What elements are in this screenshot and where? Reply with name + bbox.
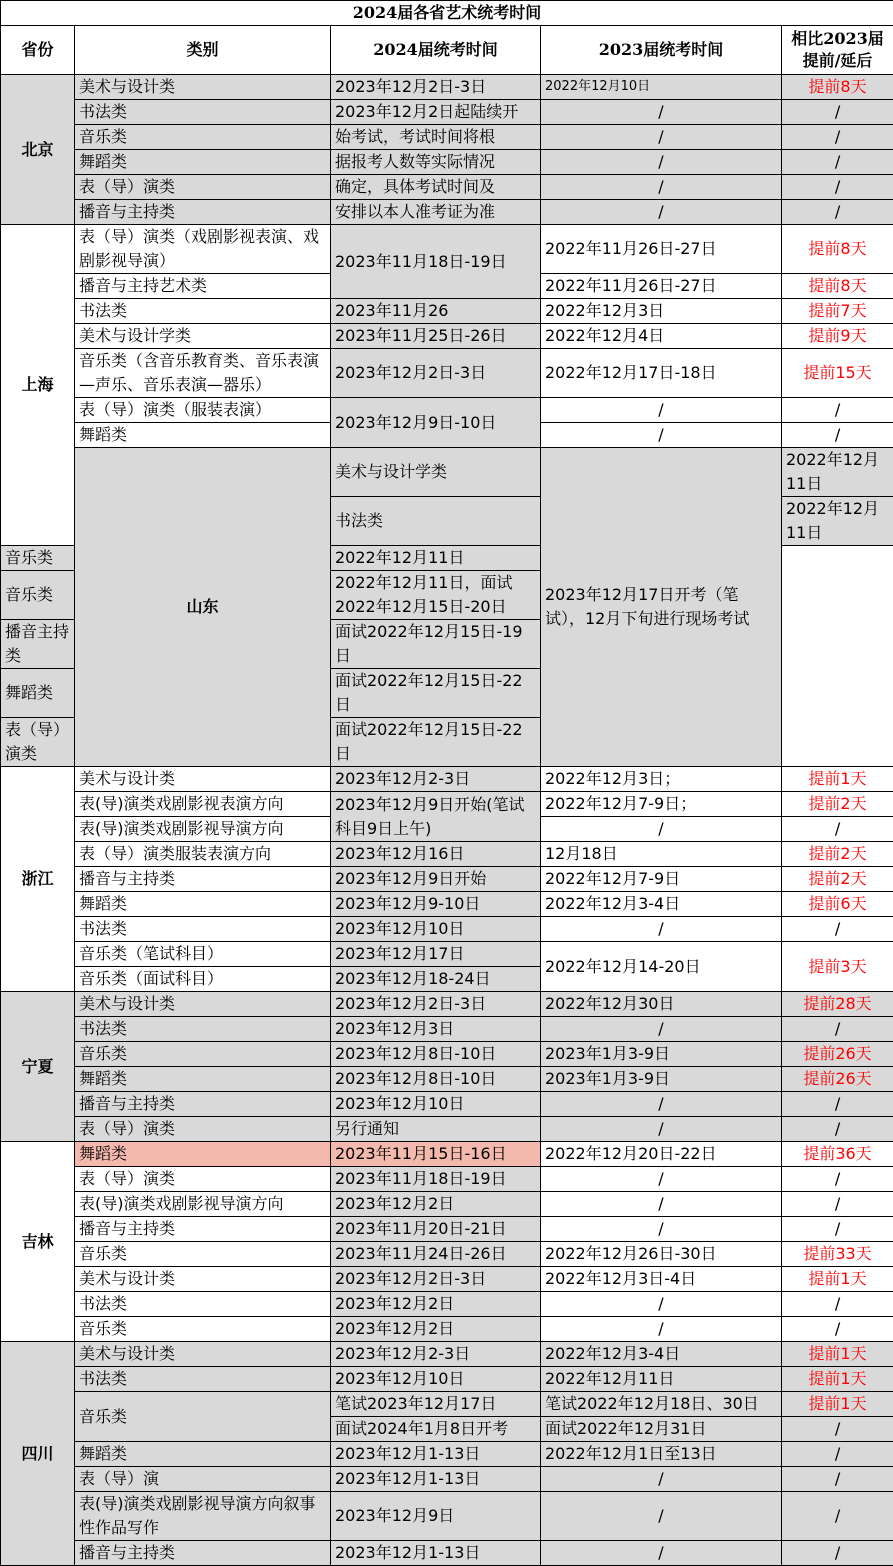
table-row <box>1 1267 893 1292</box>
time-2024-cell: 2023年11月26 <box>331 299 541 324</box>
category-cell: 表（导）演类（服装表演） <box>75 398 331 423</box>
time-2024-cell: 2023年12月2日-3日 <box>331 1267 541 1292</box>
compare-cell: 提前15天 <box>782 349 893 398</box>
time-2024-cell: 据报考人数等实际情况 <box>331 150 541 175</box>
table-row <box>1 1017 893 1042</box>
time-2024-cell: 2023年12月2日 <box>331 1317 541 1342</box>
compare-cell: / <box>782 1017 893 1042</box>
province-cell: 吉林 <box>1 1142 75 1342</box>
time-2023-cell: / <box>541 1292 782 1317</box>
time-2023-cell: 面试2022年12月15日-22日 <box>331 669 541 718</box>
header-category: 类别 <box>75 26 331 75</box>
time-2023-cell: / <box>541 1541 782 1566</box>
category-cell: 书法类 <box>75 1292 331 1317</box>
category-cell: 表（导）演类 <box>1 718 75 767</box>
time-2024-cell: 面试2024年1月8日开考 <box>331 1417 541 1442</box>
table-row <box>1 299 893 324</box>
time-2024-cell: 2023年12月9日开始 <box>331 867 541 892</box>
category-cell: 舞蹈类 <box>75 1142 331 1167</box>
header-row <box>1 26 893 75</box>
time-2023-cell: / <box>541 423 782 448</box>
compare-cell: 提前7天 <box>782 299 893 324</box>
category-cell: 舞蹈类 <box>75 150 331 175</box>
table-row <box>1 1167 893 1192</box>
category-cell: 音乐类（含音乐教育类、音乐表演—声乐、音乐表演—器乐） <box>75 349 331 398</box>
time-2024-cell: 2023年12月16日 <box>331 842 541 867</box>
time-2023-cell: 2022年12月10日 <box>541 75 782 100</box>
header-2024: 2024届统考时间 <box>331 26 541 75</box>
table-row <box>1 1317 893 1342</box>
category-cell: 播音与主持类 <box>75 867 331 892</box>
compare-cell: / <box>782 1192 893 1217</box>
time-2024-cell: 2023年11月20日-21日 <box>331 1217 541 1242</box>
time-2023-cell: / <box>541 1092 782 1117</box>
time-2024-cell: 另行通知 <box>331 1117 541 1142</box>
category-cell: 舞蹈类 <box>75 1442 331 1467</box>
table-row <box>1 1092 893 1117</box>
compare-cell: / <box>782 1541 893 1566</box>
table-row <box>1 842 893 867</box>
table-row <box>1 892 893 917</box>
compare-cell: / <box>782 1467 893 1492</box>
category-cell: 表(导)演类戏剧影视导演方向叙事性作品写作 <box>75 1492 331 1541</box>
category-cell: 音乐类 <box>1 546 75 571</box>
time-2023-cell: / <box>541 175 782 200</box>
time-2024-cell: 2023年12月9日开始(笔试科目9日上午) <box>331 792 541 842</box>
compare-cell: / <box>782 1092 893 1117</box>
time-2024-cell: 2023年12月3日 <box>331 1017 541 1042</box>
time-2024-cell: 2023年12月1-13日 <box>331 1467 541 1492</box>
table-row <box>1 1192 893 1217</box>
category-cell: 播音与主持类 <box>75 1217 331 1242</box>
time-2023-cell: 面试2022年12月15日-22日 <box>331 718 541 767</box>
time-2023-cell: 2022年12月11日 <box>782 497 893 546</box>
category-cell: 表（导）演 <box>75 1467 331 1492</box>
time-2023-cell: 2022年12月11日 <box>782 448 893 497</box>
time-2023-cell: 面试2022年12月31日 <box>541 1417 782 1442</box>
compare-cell: / <box>782 150 893 175</box>
time-2023-cell: / <box>541 1467 782 1492</box>
time-2024-cell: 2023年12月2日-3日 <box>331 349 541 398</box>
table-row <box>1 867 893 892</box>
compare-cell: 提前1天 <box>782 1342 893 1367</box>
category-cell: 表（导）演类服装表演方向 <box>75 842 331 867</box>
time-2024-cell: 2023年12月9日 <box>331 1492 541 1541</box>
compare-cell: / <box>782 1167 893 1192</box>
category-cell: 美术与设计类 <box>75 1267 331 1292</box>
compare-cell: 提前8天 <box>782 274 893 299</box>
time-2023-cell: 2022年12月11日，面试2022年12月15日-20日 <box>331 571 541 620</box>
category-cell: 音乐类 <box>75 1042 331 1067</box>
category-cell: 美术与设计类 <box>75 1342 331 1367</box>
time-2023-cell: 2022年12月17日-18日 <box>541 349 782 398</box>
category-cell: 播音与主持类 <box>75 200 331 225</box>
time-2023-cell: 2022年12月26日-30日 <box>541 1242 782 1267</box>
category-cell: 播音与主持类 <box>75 1092 331 1117</box>
compare-cell: 提前1天 <box>782 1392 893 1417</box>
compare-cell: / <box>782 1217 893 1242</box>
table-row <box>1 75 893 100</box>
time-2023-cell: 2022年12月1日至13日 <box>541 1442 782 1467</box>
table-row <box>1 349 893 398</box>
time-2024-cell: 2023年12月17日 <box>331 942 541 967</box>
time-2024-cell: 2023年11月25日-26日 <box>331 324 541 349</box>
province-cell: 北京 <box>1 75 75 225</box>
compare-cell: 提前33天 <box>782 1242 893 1267</box>
time-2024-cell: 2023年12月1-13日 <box>331 1442 541 1467</box>
category-cell: 音乐类（面试科目） <box>75 967 331 992</box>
table-row <box>1 175 893 200</box>
compare-cell: / <box>782 1417 893 1442</box>
time-2023-cell: 2022年12月3-4日 <box>541 892 782 917</box>
time-2024-cell: 2023年11月18日-19日 <box>331 225 541 299</box>
table-row <box>1 1217 893 1242</box>
compare-cell: / <box>782 100 893 125</box>
compare-cell: / <box>782 423 893 448</box>
table-row <box>1 1142 893 1167</box>
time-2023-cell: 2022年12月3日-4日 <box>541 1267 782 1292</box>
time-2023-cell: 面试2022年12月15日-19日 <box>331 620 541 669</box>
time-2024-cell: 2023年12月10日 <box>331 1367 541 1392</box>
time-2023-cell: / <box>541 1317 782 1342</box>
time-2024-cell: 2023年12月10日 <box>331 917 541 942</box>
time-2024-cell: 2023年12月2-3日 <box>331 767 541 792</box>
compare-cell: / <box>782 175 893 200</box>
table-row <box>1 448 893 497</box>
header-province: 省份 <box>1 26 75 75</box>
province-cell: 宁夏 <box>1 992 75 1142</box>
table-row <box>1 1067 893 1092</box>
category-cell: 表（导）演类 <box>75 1117 331 1142</box>
time-2024-cell: 2023年12月9日-10日 <box>331 398 541 448</box>
category-cell: 书法类 <box>75 1017 331 1042</box>
time-2024-cell: 笔试2023年12月17日 <box>331 1392 541 1417</box>
table-row <box>1 1392 893 1417</box>
table-title: 2024届各省艺术统考时间 <box>1 1 893 26</box>
category-cell: 舞蹈类 <box>75 892 331 917</box>
time-2024-cell: 2023年12月2日 <box>331 1192 541 1217</box>
category-cell: 音乐类 <box>75 1242 331 1267</box>
time-2023-cell: / <box>541 150 782 175</box>
compare-cell: / <box>782 200 893 225</box>
time-2024-cell: 2023年12月2日-3日 <box>331 75 541 100</box>
table-row <box>1 792 893 817</box>
category-cell: 书法类 <box>331 497 541 546</box>
category-cell: 舞蹈类 <box>1 669 75 718</box>
compare-cell: / <box>782 125 893 150</box>
time-2023-cell: 2022年12月3-4日 <box>541 1342 782 1367</box>
compare-cell: / <box>782 1117 893 1142</box>
category-cell: 表（导）演类 <box>75 1167 331 1192</box>
time-2023-cell: 2022年12月3日； <box>541 767 782 792</box>
category-cell: 书法类 <box>75 299 331 324</box>
table-row <box>1 324 893 349</box>
time-2023-cell: / <box>541 1192 782 1217</box>
compare-cell: / <box>782 1442 893 1467</box>
category-cell: 表（导）演类 <box>75 175 331 200</box>
time-2024-cell: 2023年12月9-10日 <box>331 892 541 917</box>
compare-cell: 提前8天 <box>782 225 893 274</box>
province-cell: 浙江 <box>1 767 75 992</box>
category-cell: 舞蹈类 <box>75 423 331 448</box>
table-row <box>1 150 893 175</box>
time-2023-cell: / <box>541 125 782 150</box>
table-row <box>1 1292 893 1317</box>
table-row <box>1 992 893 1017</box>
compare-cell: 提前26天 <box>782 1042 893 1067</box>
time-2023-cell: 12月18日 <box>541 842 782 867</box>
time-2024-cell: 2023年12月2-3日 <box>331 1342 541 1367</box>
time-2023-cell: 2022年12月7-9日； <box>541 792 782 817</box>
time-2023-cell: / <box>541 100 782 125</box>
time-2023-cell: 2022年12月7-9日 <box>541 867 782 892</box>
table-row <box>1 1117 893 1142</box>
table-row <box>1 1242 893 1267</box>
category-cell: 美术与设计类 <box>75 75 331 100</box>
table-row <box>1 767 893 792</box>
time-2023-cell: 2022年12月20日-22日 <box>541 1142 782 1167</box>
compare-cell: 提前8天 <box>782 75 893 100</box>
category-cell: 表（导）演类（戏剧影视表演、戏剧影视导演） <box>75 225 331 274</box>
time-2023-cell: 2022年11月26日-27日 <box>541 225 782 274</box>
time-2023-cell: / <box>541 1117 782 1142</box>
header-compare: 相比2023届提前/延后 <box>782 26 893 75</box>
time-2024-cell: 确定，具体考试时间及 <box>331 175 541 200</box>
table-row <box>1 1342 893 1367</box>
category-cell: 表(导)演类戏剧影视导演方向 <box>75 1192 331 1217</box>
category-cell: 音乐类（笔试科目） <box>75 942 331 967</box>
time-2023-cell: / <box>541 817 782 842</box>
time-2024-cell: 2023年12月2日起陆续开 <box>331 100 541 125</box>
table-row <box>1 125 893 150</box>
compare-cell: 提前2天 <box>782 842 893 867</box>
time-2024-cell: 2023年12月2日-3日 <box>331 992 541 1017</box>
table-row <box>1 200 893 225</box>
compare-cell: 提前1天 <box>782 1267 893 1292</box>
compare-cell: 提前2天 <box>782 867 893 892</box>
category-cell: 播音主持类 <box>1 620 75 669</box>
table-row <box>1 1042 893 1067</box>
table-row <box>1 100 893 125</box>
time-2023-cell: / <box>541 398 782 423</box>
category-cell: 书法类 <box>75 917 331 942</box>
compare-cell: 提前9天 <box>782 324 893 349</box>
compare-cell: 提前1天 <box>782 1367 893 1392</box>
time-2024-cell: 2023年11月15日-16日 <box>331 1142 541 1167</box>
compare-cell: 提前3天 <box>782 942 893 992</box>
time-2023-cell: 2022年12月4日 <box>541 324 782 349</box>
table-row <box>1 917 893 942</box>
compare-cell: / <box>782 817 893 842</box>
category-cell: 播音与主持艺术类 <box>75 274 331 299</box>
time-2024-cell: 2023年12月8日-10日 <box>331 1067 541 1092</box>
header-2023: 2023届统考时间 <box>541 26 782 75</box>
compare-cell: / <box>782 1317 893 1342</box>
category-cell: 美术与设计学类 <box>75 324 331 349</box>
time-2024-cell: 2023年11月24日-26日 <box>331 1242 541 1267</box>
category-cell: 表(导)演类戏剧影视表演方向 <box>75 792 331 817</box>
category-cell: 舞蹈类 <box>75 1067 331 1092</box>
time-2024-cell: 安排以本人准考证为准 <box>331 200 541 225</box>
time-2023-cell: / <box>541 1017 782 1042</box>
time-2024-cell: 2023年12月1-13日 <box>331 1541 541 1566</box>
category-cell: 书法类 <box>75 100 331 125</box>
time-2023-cell: 2022年12月30日 <box>541 992 782 1017</box>
time-2024-cell: 2023年12月18-24日 <box>331 967 541 992</box>
province-cell: 上海 <box>1 225 75 546</box>
time-2024-cell: 2023年12月10日 <box>331 1092 541 1117</box>
time-2023-cell: 2022年12月11日 <box>541 1367 782 1392</box>
time-2023-cell: / <box>541 1167 782 1192</box>
time-2023-cell: / <box>541 200 782 225</box>
time-2023-cell: 2023年1月3-9日 <box>541 1067 782 1092</box>
category-cell: 音乐类 <box>75 1317 331 1342</box>
compare-cell: / <box>782 1492 893 1541</box>
table-row <box>1 1541 893 1566</box>
category-cell: 表(导)演类戏剧影视导演方向 <box>75 817 331 842</box>
time-2023-cell: / <box>541 1492 782 1541</box>
time-2024-cell: 2023年11月18日-19日 <box>331 1167 541 1192</box>
compare-cell: / <box>782 917 893 942</box>
time-2024-cell: 2023年12月8日-10日 <box>331 1042 541 1067</box>
table-row <box>1 225 893 274</box>
compare-cell: 提前6天 <box>782 892 893 917</box>
category-cell: 播音与主持类 <box>75 1541 331 1566</box>
time-2023-cell: / <box>541 1217 782 1242</box>
time-2023-cell: 2022年12月11日 <box>331 546 541 571</box>
compare-cell: 提前1天 <box>782 767 893 792</box>
time-2024-cell: 2023年12月2日 <box>331 1292 541 1317</box>
time-2023-cell: 2022年11月26日-27日 <box>541 274 782 299</box>
province-cell: 山东 <box>75 448 331 767</box>
category-cell: 美术与设计类 <box>75 992 331 1017</box>
time-2023-cell: 2022年12月3日 <box>541 299 782 324</box>
category-cell: 音乐类 <box>75 1392 331 1442</box>
time-2023-cell: 2022年12月14-20日 <box>541 942 782 992</box>
category-cell: 美术与设计学类 <box>331 448 541 497</box>
time-2023-cell: 2023年1月3-9日 <box>541 1042 782 1067</box>
table-row <box>1 1367 893 1392</box>
compare-cell: 提前36天 <box>782 1142 893 1167</box>
table-row <box>1 398 893 423</box>
table-row <box>1 1492 893 1541</box>
category-cell: 美术与设计类 <box>75 767 331 792</box>
time-2023-cell: / <box>541 917 782 942</box>
category-cell: 音乐类 <box>1 571 75 620</box>
table-row <box>1 1442 893 1467</box>
time-2024-cell: 始考试，考试时间将根 <box>331 125 541 150</box>
compare-cell: 提前26天 <box>782 1067 893 1092</box>
compare-cell: 提前28天 <box>782 992 893 1017</box>
category-cell: 音乐类 <box>75 125 331 150</box>
compare-cell: 提前2天 <box>782 792 893 817</box>
category-cell: 书法类 <box>75 1367 331 1392</box>
time-2024-cell: 2023年12月17日开考（笔试），12月下旬进行现场考试 <box>541 448 782 767</box>
table-row <box>1 1467 893 1492</box>
compare-cell: / <box>782 1292 893 1317</box>
province-cell: 四川 <box>1 1342 75 1566</box>
compare-cell: / <box>782 398 893 423</box>
time-2023-cell: 笔试2022年12月18日、30日 <box>541 1392 782 1417</box>
table-row <box>1 942 893 967</box>
